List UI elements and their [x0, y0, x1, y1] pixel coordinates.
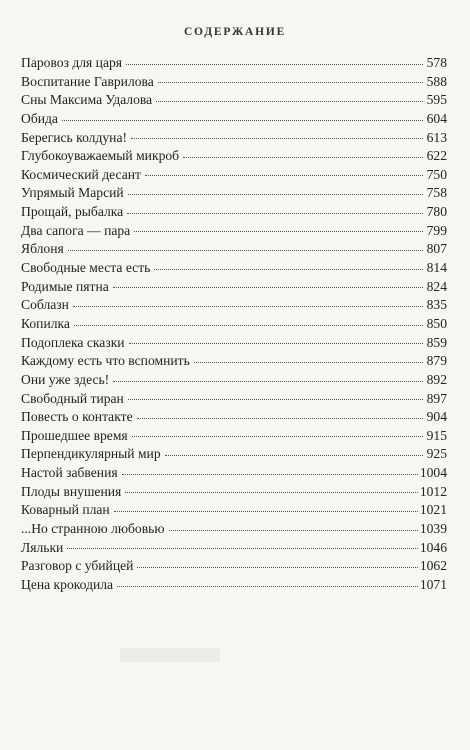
- table-of-contents: [21, 54, 447, 595]
- toc-entry: [21, 296, 447, 315]
- toc-dot-leader: [74, 325, 423, 326]
- toc-dot-leader: [145, 175, 423, 176]
- toc-dot-leader: [68, 250, 423, 251]
- toc-entry: [21, 334, 447, 353]
- toc-entry-title: Подоплека сказки: [21, 334, 125, 350]
- toc-dot-leader: [131, 138, 423, 139]
- toc-dot-leader: [165, 455, 423, 456]
- toc-dot-leader: [67, 548, 417, 549]
- bleed-through-mark: [120, 648, 220, 662]
- toc-entry-title: Родимые пятна: [21, 278, 109, 294]
- toc-entry-title: Повесть о контакте: [21, 409, 133, 425]
- toc-entry-page-number: 879: [426, 353, 447, 369]
- toc-entry-title: Свободный тиран: [21, 390, 124, 406]
- toc-entry: [21, 203, 447, 222]
- toc-entry-page-number: 1004: [419, 465, 447, 481]
- toc-entry-page-number: 1012: [419, 483, 447, 499]
- toc-dot-leader: [117, 586, 418, 587]
- toc-dot-leader: [169, 530, 418, 531]
- toc-entry-page-number: 1046: [419, 539, 447, 555]
- toc-entry: [21, 184, 447, 203]
- toc-entry: [21, 129, 447, 148]
- toc-entry-title: Плоды внушения: [21, 483, 122, 499]
- toc-entry: [21, 240, 447, 259]
- toc-entry-title: Цена крокодила: [21, 576, 114, 592]
- toc-entry: [21, 557, 447, 576]
- toc-entry: [21, 445, 447, 464]
- toc-dot-leader: [154, 269, 423, 270]
- toc-dot-leader: [137, 567, 417, 568]
- toc-entry-title: Берегись колдуна!: [21, 129, 128, 145]
- toc-entry-title: Копилка: [21, 315, 70, 331]
- toc-entry-title: Перпендикулярный мир: [21, 446, 161, 462]
- toc-entry: [21, 91, 447, 110]
- toc-dot-leader: [128, 194, 423, 195]
- toc-entry-page-number: 915: [426, 427, 447, 443]
- toc-entry: [21, 259, 447, 278]
- toc-entry-page-number: 613: [426, 129, 447, 145]
- toc-entry: [21, 501, 447, 520]
- toc-entry: [21, 483, 447, 502]
- toc-dot-leader: [114, 511, 418, 512]
- toc-entry-page-number: 835: [426, 297, 447, 313]
- toc-entry-title: Обида: [21, 110, 58, 126]
- toc-dot-leader: [156, 101, 423, 102]
- toc-entry-page-number: 588: [426, 73, 447, 89]
- toc-entry: [21, 408, 447, 427]
- toc-dot-leader: [73, 306, 423, 307]
- toc-entry-title: Прошедшее время: [21, 427, 128, 443]
- toc-entry-page-number: 780: [426, 204, 447, 220]
- toc-entry: [21, 73, 447, 92]
- toc-dot-leader: [127, 213, 423, 214]
- toc-entry-page-number: 595: [426, 92, 447, 108]
- toc-entry-page-number: 604: [426, 110, 447, 126]
- toc-entry-page-number: 892: [426, 371, 447, 387]
- toc-entry: [21, 110, 447, 129]
- toc-entry: [21, 166, 447, 185]
- toc-entry-page-number: 925: [426, 446, 447, 462]
- toc-entry: [21, 222, 447, 241]
- toc-entry-page-number: 799: [426, 222, 447, 238]
- toc-entry: [21, 390, 447, 409]
- toc-entry-page-number: 814: [426, 260, 447, 276]
- toc-dot-leader: [125, 492, 418, 493]
- toc-dot-leader: [183, 157, 423, 158]
- toc-entry: [21, 147, 447, 166]
- toc-entry: [21, 539, 447, 558]
- toc-entry: [21, 576, 447, 595]
- page-title: СОДЕРЖАНИЕ: [183, 26, 287, 38]
- toc-entry-title: Они уже здесь!: [21, 371, 110, 387]
- toc-entry: [21, 278, 447, 297]
- toc-entry-page-number: 1062: [419, 558, 447, 574]
- toc-entry-page-number: 904: [426, 409, 447, 425]
- toc-dot-leader: [132, 436, 423, 437]
- toc-dot-leader: [137, 418, 423, 419]
- toc-entry: [21, 315, 447, 334]
- toc-entry-title: ...Но странною любовью: [21, 521, 165, 537]
- toc-entry-page-number: 859: [426, 334, 447, 350]
- toc-entry-page-number: 1021: [419, 502, 447, 518]
- toc-dot-leader: [134, 231, 423, 232]
- toc-entry-title: Прощай, рыбалка: [21, 204, 124, 220]
- toc-entry-title: Глубокоуважаемый микроб: [21, 148, 180, 164]
- toc-entry-page-number: 578: [426, 55, 447, 70]
- toc-entry-title: Космический десант: [21, 166, 141, 182]
- toc-entry-title: Яблоня: [21, 241, 64, 257]
- toc-entry-page-number: 622: [426, 148, 447, 164]
- toc-entry: [21, 371, 447, 390]
- toc-dot-leader: [128, 399, 423, 400]
- toc-entry-title: Упрямый Марсий: [21, 185, 124, 201]
- toc-dot-leader: [62, 120, 423, 121]
- toc-entry-page-number: 850: [426, 315, 447, 331]
- toc-entry-title: Коварный план: [21, 502, 110, 518]
- toc-dot-leader: [113, 381, 423, 382]
- toc-entry-title: Настой забвения: [21, 465, 118, 481]
- toc-entry-page-number: 897: [426, 390, 447, 406]
- toc-entry-title: Воспитание Гаврилова: [21, 73, 154, 89]
- toc-entry-title: Свободные места есть: [21, 260, 151, 276]
- toc-entry-page-number: 824: [426, 278, 447, 294]
- toc-entry: [21, 352, 447, 371]
- toc-entry-title: Сны Максима Удалова: [21, 92, 153, 108]
- toc-dot-leader: [126, 64, 423, 65]
- toc-entry-page-number: 1039: [419, 521, 447, 537]
- toc-entry: [21, 520, 447, 539]
- toc-dot-leader: [194, 362, 423, 363]
- toc-entry-page-number: 750: [426, 166, 447, 182]
- toc-entry-title: Каждому есть что вспомнить: [21, 353, 190, 369]
- toc-entry-page-number: 758: [426, 185, 447, 201]
- toc-entry-title: Разговор с убийцей: [21, 558, 134, 574]
- toc-entry-title: Ляльки: [21, 539, 64, 555]
- toc-entry-title: Два сапога — пара: [21, 222, 131, 238]
- toc-entry-title: Паровоз для царя: [21, 55, 123, 70]
- toc-entry-page-number: 1071: [419, 576, 447, 592]
- toc-entry-page-number: 807: [426, 241, 447, 257]
- toc-entry: [21, 54, 447, 73]
- toc-dot-leader: [122, 474, 418, 475]
- toc-entry: [21, 464, 447, 483]
- toc-dot-leader: [129, 343, 423, 344]
- toc-entry-title: Соблазн: [21, 297, 69, 313]
- toc-entry: [21, 427, 447, 446]
- toc-dot-leader: [113, 287, 423, 288]
- toc-dot-leader: [158, 82, 423, 83]
